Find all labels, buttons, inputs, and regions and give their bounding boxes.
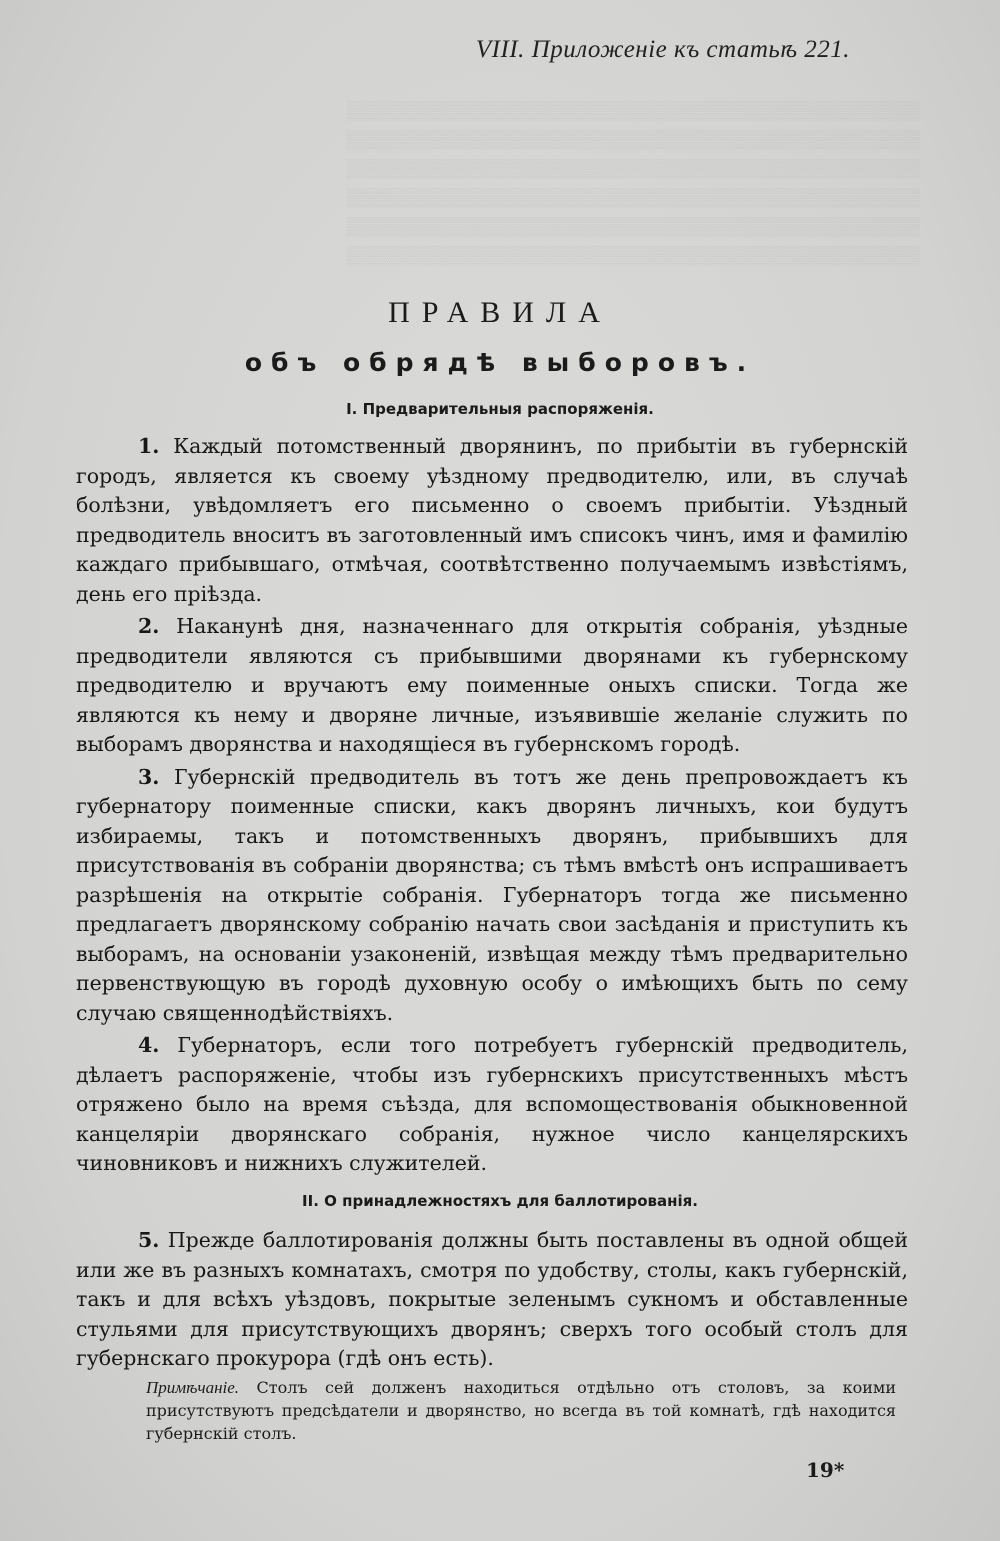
article-3 (76, 763, 908, 1029)
article-text: Губернаторъ, если того потребуетъ губернскій предводитель, дѣлаетъ распоряженіе, чтобы изъ губернскихъ присутственныхъ мѣстъ отряжено было на время съѣзда, для вспомоществованія обыкновенной канцеляріи дворянскаго собранія, нужное число канцелярскихъ чиновниковъ и нижнихъ служителей. (76, 1033, 908, 1175)
note-text: Столъ сей долженъ находиться отдѣльно отъ столовъ, за коими присутствуютъ предсѣдатели и дворянство, но всегда въ той комнатѣ, гдѣ находится губернскій столъ. (146, 1378, 897, 1443)
article-2 (76, 612, 908, 760)
section-1-body (76, 432, 908, 1182)
page-folio: 19* (806, 1458, 845, 1482)
bleed-through-text: ▒▒▒▒▒▒▒▒▒▒▒▒▒▒▒▒▒▒▒▒▒▒▒▒▒▒▒▒▒▒▒▒▒▒▒▒▒▒▒▒▒▒▒▒▒ ▒▒▒▒▒▒▒▒▒▒▒▒▒▒▒▒▒▒▒▒▒▒▒▒▒▒▒▒▒▒▒▒▒▒▒▒▒▒▒▒▒▒▒▒▒ ▒▒▒▒▒▒▒▒▒▒▒▒▒▒▒▒▒▒▒▒▒▒▒▒▒▒▒▒▒▒▒▒▒▒▒▒▒▒▒▒▒▒▒▒▒ ▒▒▒▒▒▒▒▒▒▒▒▒▒▒▒▒▒▒▒▒▒▒▒▒▒▒▒▒▒▒▒▒▒▒▒▒▒▒▒▒▒▒▒▒▒ ▒▒▒▒▒▒▒▒▒▒▒▒▒▒▒▒▒▒▒▒▒▒▒▒▒▒▒▒▒▒▒▒▒▒▒▒▒▒▒▒▒▒▒▒▒ ▒▒▒▒▒▒▒▒▒▒▒▒▒▒▒▒▒▒▒▒▒▒▒▒▒▒▒▒▒▒▒▒▒▒▒▒▒▒▒▒▒▒▒▒▒ (346, 100, 920, 265)
footnote-remark (146, 1376, 896, 1445)
article-1 (76, 432, 908, 609)
section-heading-1: I. Предварительныя распоряженія. (346, 400, 654, 418)
article-number: 2. (138, 614, 160, 638)
article-number: 4. (138, 1033, 160, 1057)
article-text: Губернскій предводитель въ тотъ же день препровождаетъ къ губернатору поименные списки, какъ дворянъ личныхъ, кои будутъ избираемы, такъ и потомственныхъ дворянъ, прибывшихъ для присутствованія въ собраніи дворянства; съ тѣмъ вмѣстѣ онъ испрашиваетъ разрѣшенія на открытіе собранія. Губернаторъ тогда же письменно предлагаетъ дворянскому собранію начать свои засѣданія и приступить къ выборамъ, на основаніи узаконеній, извѣщая между тѣмъ предварительно первенствующую въ городѣ духовную особу о имѣющихъ быть по сему случаю священнодѣйствіяхъ. (76, 764, 908, 1025)
page-subtitle: объ обрядѣ выборовъ. (244, 348, 756, 377)
article-4 (76, 1031, 908, 1179)
article-5 (76, 1226, 908, 1374)
section-2-body (76, 1226, 908, 1377)
article-number: 5. (138, 1228, 160, 1252)
article-number: 3. (138, 764, 160, 789)
section-heading-2: II. О принадлежностяхъ для баллотированія. (302, 1192, 698, 1210)
article-text: Каждый потомственный дворянинъ, по прибытіи въ губернскій городъ, является къ своему уѣздному предводителю, или, въ случаѣ болѣзни, увѣдомляетъ его письменно о своемъ прибытіи. Уѣздный предводитель вноситъ въ заготовленный имъ списокъ чинъ, имя и фамилію каждаго прибывшаго, отмѣчая, соотвѣтственно получаемымъ извѣстіямъ, день его пріѣзда. (76, 434, 908, 606)
article-text: Прежде баллотированія должны быть поставлены въ одной общей или же въ разныхъ комнатахъ, смотря по удобству, столы, какъ губернскій, такъ и для всѣхъ уѣздовъ, покрытые зеленымъ сукномъ и обставленные стульями для присутствующихъ дворянъ; сверхъ того особый столъ для губернскаго прокурора (гдѣ онъ есть). (76, 1228, 908, 1370)
article-text: Наканунѣ дня, назначеннаго для открытія собранія, уѣздные предводители являются съ прибывшими дворянами къ губернскому предводителю и вручаютъ ему поименные оныхъ списки. Тогда же являются къ нему и дворяне личные, изъявившіе желаніе служить по выборамъ дворянства и находящіеся въ губернскомъ городѣ. (76, 614, 908, 756)
note-label: Примѣчаніе. (146, 1378, 240, 1397)
running-head: VIII. Приложеніе къ статьѣ 221. (475, 36, 850, 63)
page-title: ПРАВИЛА (388, 296, 612, 329)
article-number: 1. (138, 434, 160, 458)
